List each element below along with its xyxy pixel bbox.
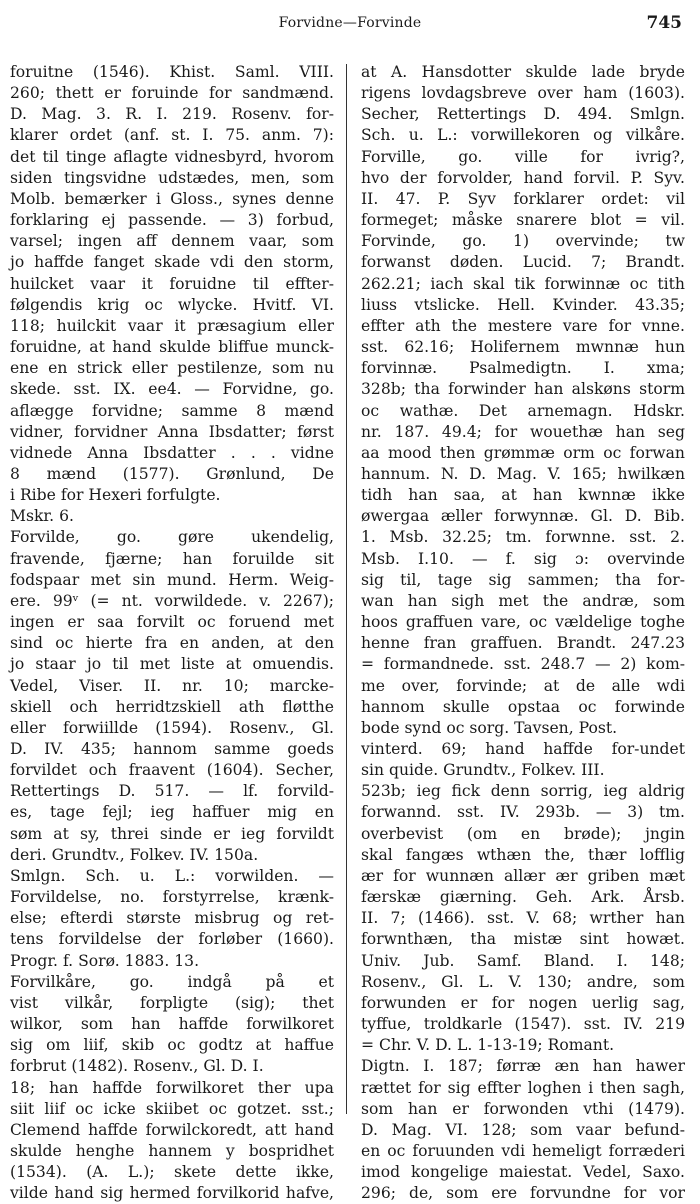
text-line: D. Mag. VI. 128; som vaar befund- (361, 1120, 685, 1139)
text-line: skede. sst. IX. ee4. — Forvidne, go. (10, 380, 334, 399)
text-line: II. 7; (1466). sst. V. 68; wrther han (361, 909, 685, 928)
text-line: = Chr. V. D. L. 1-13-19; Romant. (361, 1036, 615, 1055)
text-line: Sch. u. L.: vorwillekoren og vilkåre. (361, 126, 686, 145)
text-line: foruitne (1546). Khist. Saml. VIII. (10, 63, 334, 81)
text-line: det til tinge aflagte vidnesbyrd, hvorom (10, 147, 334, 166)
text-line: sig til, tage sig sammen; tha for- (361, 570, 685, 589)
text-line: sig om liif, skib oc godtz at haffue (10, 1036, 335, 1055)
text-line: oc wathæ. Det arnemagn. Hdskr. (361, 401, 685, 420)
text-line: i Ribe for Hexeri forfulgte. (10, 486, 221, 505)
text-line: forvinnæ. Psalmedigtn. I. xma; (361, 359, 686, 378)
text-line: tyffue, troldkarle (1547). sst. IV. 219 (361, 1015, 686, 1034)
text-line: 296; de, som ere forvundne for vor (361, 1184, 685, 1203)
left-column (10, 62, 334, 1204)
text-line: hannom skulle opstaa oc forwinde (361, 697, 686, 716)
text-line: Forvildelse, no. forstyrrelse, krænk- (10, 888, 335, 907)
right-column (361, 62, 685, 1204)
text-line: forwannd. sst. IV. 293b. — 3) tm. (361, 803, 686, 822)
text-line: øwergaa æller forwynnæ. Gl. D. Bib. (361, 507, 686, 526)
text-line: else; efterdi største misbrug og ret- (10, 909, 334, 928)
text-line: Forvilde, go. gøre ukendelig, (10, 528, 335, 547)
text-line: at A. Hansdotter skulde lade bryde (361, 63, 685, 81)
column-divider (346, 64, 347, 1114)
text-line: 328b; tha forwinder han alskøns storm (361, 380, 685, 399)
text-line: varsel; ingen aff dennem vaar, som (10, 232, 334, 251)
text-line: skiell och herridtzskiell ath fløtthe (10, 697, 334, 716)
text-line: wan han sigh met the andræ, som (361, 591, 685, 610)
text-line: rigens lovdagsbreve over ham (1603). (361, 84, 686, 103)
text-line: sind oc hierte fra en anden, at den (10, 634, 335, 653)
text-line: siden tingsvidne udstædes, men, som (10, 168, 334, 187)
text-line: forwnthæn, tha mistæ sint howæt. (361, 930, 685, 949)
text-line: 260; thett er foruinde for sandmænd. (10, 84, 334, 103)
text-line: vinterd. 69; hand haffde for-undet (361, 740, 686, 758)
text-line: sst. 62.16; Holifernem mwnnæ hun (361, 338, 685, 357)
text-line: 262.21; iach skal tik forwinnæ oc tith (361, 274, 685, 293)
text-line: fodspaar met sin mund. Herm. Weig- (10, 570, 334, 589)
text-line: sin quide. Grundtv., Folkev. III. (361, 761, 605, 780)
text-line: henne fran graffuen. Brandt. 247.23 (361, 634, 686, 653)
text-line: Vedel, Viser. II. nr. 10; marcke- (10, 676, 334, 695)
text-line: Clemend haffde forwilckoredt, att hand (10, 1120, 334, 1139)
text-line: forbrut (1482). Rosenv., Gl. D. I. (10, 1057, 264, 1076)
text-line: Forvinde, go. 1) overvinde; tw (361, 232, 686, 251)
text-line: følgendis krig oc wlycke. Hvitf. VI. (10, 295, 334, 314)
text-line: liuss vtslicke. Hell. Kvinder. 43.35; (361, 295, 686, 314)
text-line: overbevist (om en brøde); jngin (361, 824, 685, 843)
text-line: ær for wunnæn allær ær griben mæt (361, 866, 686, 885)
text-line: fravende, fjærne; han foruilde sit (10, 549, 335, 568)
text-line: me over, forvinde; at de alle wdi (361, 676, 685, 695)
text-line: Digtn. I. 187; førræ æn han hawer (361, 1057, 685, 1076)
text-line: 1. Msb. 32.25; tm. forwnne. sst. 2. (361, 528, 685, 547)
text-line: Progr. f. Sorø. 1883. 13. (10, 951, 200, 970)
text-line: en oc foruunden vdi hemeligt forræderi (361, 1141, 685, 1160)
text-line: Rosenv., Gl. L. V. 130; andre, som (361, 972, 685, 991)
text-line: hvo der forvolder, hand forvil. P. Syv. (361, 168, 685, 187)
text-line: effter ath the mestere vare for vnne. (361, 316, 685, 335)
running-header: Forvidne—Forvinde (278, 15, 422, 31)
text-line: hoos graffuen vare, oc vældelige toghe (361, 613, 686, 632)
text-line: wilkor, som han haffde forwilkoret (10, 1015, 334, 1034)
text-line: huilcket vaar it foruidne til effter- (10, 274, 334, 293)
text-line: aa mood then grømmæ orm oc forwan (361, 443, 685, 462)
text-line: D. Mag. 3. R. I. 219. Rosenv. for- (10, 105, 334, 124)
text-line: 523b; ieg fick denn sorrig, ieg aldrig (361, 782, 686, 801)
text-line: nr. 187. 49.4; for wouethæ han seg (361, 422, 685, 441)
text-line: vidner, forvidner Anna Ibsdatter; først (10, 422, 334, 441)
text-line: vidnede Anna Ibsdatter . . . vidne (10, 443, 334, 462)
text-line: vilde hand sig hermed forvilkorid hafve, (10, 1184, 335, 1203)
text-line: II. 47. P. Syv forklarer ordet: vil (361, 189, 686, 208)
text-line: formeget; måske snarere blot = vil. (361, 211, 685, 230)
text-line: D. IV. 435; hannom samme goeds (10, 740, 334, 758)
text-line: ere. 99ᵛ (= nt. vorwildede. v. 2267); (10, 591, 335, 610)
text-line: færskæ giærning. Geh. Ark. Årsb. (361, 888, 685, 907)
text-line: som han er forwonden vthi (1479). (361, 1099, 685, 1118)
text-line: bode synd oc sorg. Tavsen, Post. (361, 718, 618, 737)
text-line: skulde henghe hannem y bospridhet (10, 1141, 335, 1160)
text-line: Molb. bemærker i Gloss., synes denne (10, 189, 335, 208)
text-line: aflægge forvidne; samme 8 mænd (10, 401, 334, 420)
text-line: imod kongelige maiestat. Vedel, Saxo. (361, 1163, 685, 1182)
text-line: vist vilkår, forpligte (sig); thet (10, 993, 335, 1012)
text-line: forwanst døden. Lucid. 7; Brandt. (361, 253, 685, 272)
text-line: Forville, go. ville for ivrig?, (361, 147, 685, 166)
text-line: tens forvildelse der forløber (1660). (10, 930, 335, 949)
text-line: jo haffde fanget skade vdi den storm, (10, 253, 334, 272)
text-line: klarer ordet (anf. st. I. 75. anm. 7): (10, 126, 334, 145)
text-line: forwunden er for nogen uerlig sag, (361, 993, 685, 1012)
text-line: 8 mænd (1577). Grønlund, De (10, 464, 334, 483)
text-line: = formandnede. sst. 248.7 — 2) kom- (361, 655, 686, 674)
text-line: foruidne, at hand skulde bliffue munck- (10, 338, 335, 357)
text-line: søm at sy, threi sinde er ieg forvildt (10, 824, 335, 843)
text-line: rættet for sig effter loghen i then sagh, (361, 1078, 685, 1097)
text-line: 118; huilckit vaar it præsagium eller (10, 316, 334, 335)
page-number: 745 (646, 13, 682, 33)
text-line: tidh han saa, at han kwnnæ ikke (361, 486, 685, 505)
text-line: 18; han haffde forwilkoret ther upa (10, 1078, 334, 1097)
text-line: eller forwiillde (1594). Rosenv., Gl. (10, 718, 334, 737)
text-line: Secher, Rettertings D. 494. Smlgn. (361, 105, 686, 124)
text-line: (1534). (A. L.); skete dette ikke, (10, 1163, 335, 1182)
text-line: ingen er saa forvilt oc foruend met (10, 613, 335, 632)
text-line: Smlgn. Sch. u. L.: vorwilden. — (10, 866, 334, 885)
text-line: siit liif oc icke skiibet oc gotzet. sst.; (10, 1099, 334, 1118)
text-line: skal fangæs wthæn the, thær lofflig (361, 845, 686, 864)
text-line: es, tage fejl; ieg haffuer mig en (10, 803, 335, 822)
text-line: jo staar jo til met liste at omuendis. (10, 655, 334, 674)
text-line: Rettertings D. 517. — lf. forvild- (10, 782, 334, 801)
text-line: Mskr. 6. (10, 507, 74, 526)
text-line: Univ. Jub. Samf. Bland. I. 148; (361, 951, 686, 970)
text-line: Msb. I.10. — f. sig ɔ: overvinde (361, 549, 686, 568)
text-line: hannum. N. D. Mag. V. 165; hwilkæn (361, 464, 686, 483)
text-line: forklaring ej passende. — 3) forbud, (10, 211, 335, 230)
text-line: forvildet och fraavent (1604). Secher, (10, 761, 334, 780)
text-line: Forvilkåre, go. indgå på et (10, 972, 335, 991)
text-line: ene en strick eller pestilenze, som nu (10, 359, 334, 378)
text-line: deri. Grundtv., Folkev. IV. 150a. (10, 845, 259, 864)
